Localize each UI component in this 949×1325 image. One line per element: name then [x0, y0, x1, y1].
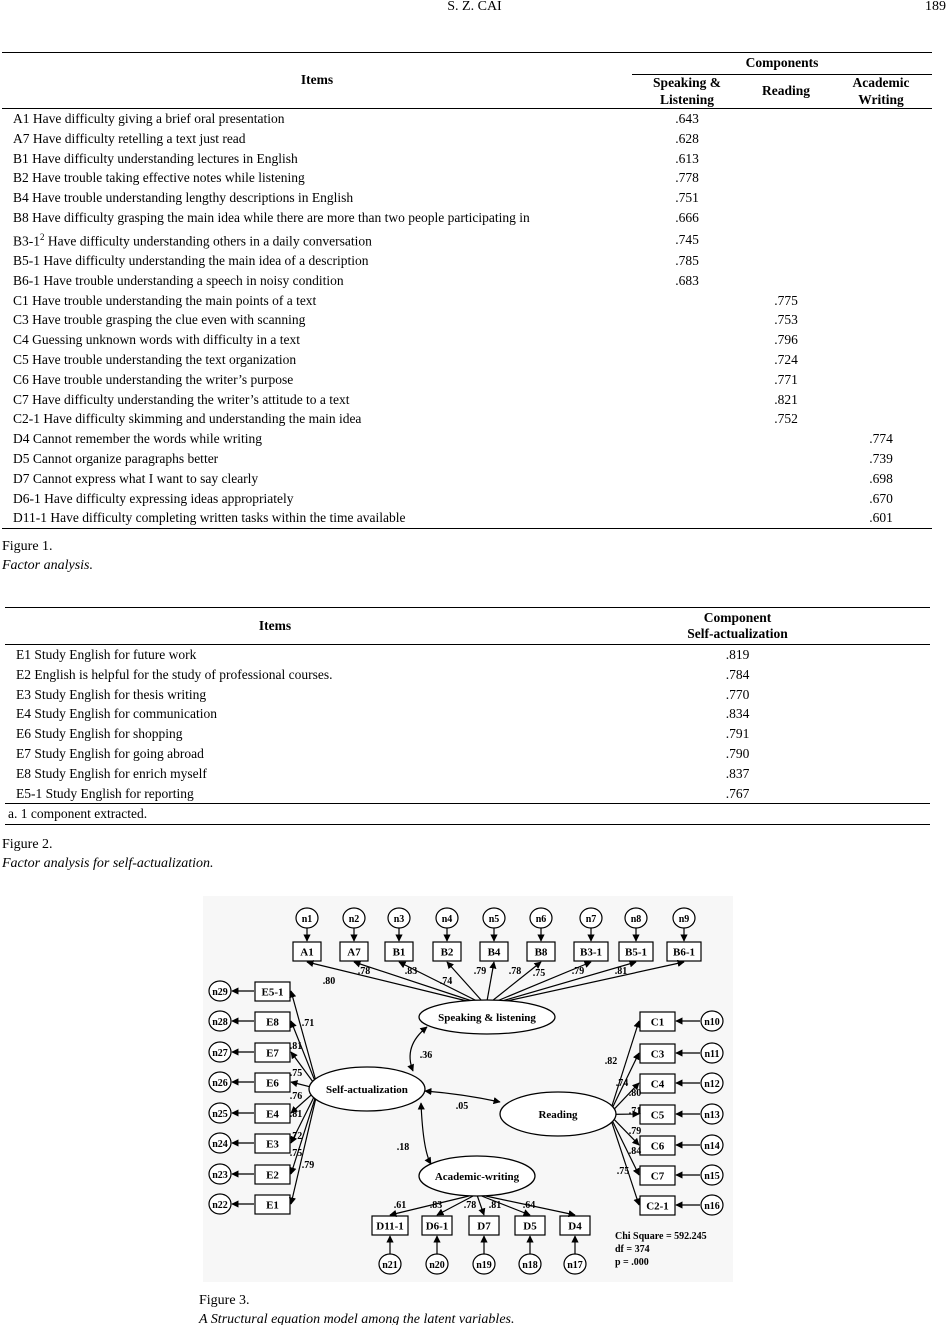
loading-r — [742, 429, 830, 449]
loading-aw: .670 — [869, 490, 893, 506]
table-row — [5, 724, 930, 744]
indicator-left-3-label: E6 — [266, 1077, 279, 1090]
indicator-left-4-label: E4 — [266, 1108, 279, 1121]
loading-aw: .774 — [869, 431, 893, 447]
loading-left-label: .81 — [289, 1041, 303, 1052]
loading-r: .752 — [774, 411, 798, 427]
loading-sl — [632, 469, 742, 489]
loading-left-label: .72 — [289, 1131, 303, 1142]
loading-value: .819 — [725, 647, 750, 662]
component-header-line1: Component — [703, 609, 772, 625]
fit-p: p = .000 — [615, 1257, 649, 1268]
col-academic-writing — [830, 75, 932, 109]
figure1-title: Factor analysis. — [2, 558, 93, 573]
loading-aw: .601 — [869, 510, 893, 526]
loading-aw — [830, 390, 932, 410]
loading-sl: .643 — [675, 111, 699, 126]
loading-r — [742, 109, 830, 129]
loading-value: .767 — [725, 785, 750, 801]
item-text: D5 Cannot organize paragraphs better — [13, 451, 219, 467]
loading-aw — [830, 228, 932, 251]
table-row — [2, 409, 932, 429]
loading-path-top — [487, 962, 494, 1001]
item-text: E6 Study English for shopping — [16, 726, 183, 742]
item-text: E2 English is helpful for the study of professional courses. — [16, 666, 333, 682]
loading-top-label: .81 — [614, 966, 628, 977]
loading-aw — [830, 409, 932, 429]
fit-chi-square: Chi Square = 592.245 — [615, 1231, 707, 1242]
table-row — [2, 291, 932, 311]
item-text: D7 Cannot express what I want to say clearly — [13, 470, 259, 486]
loading-top-label: .74 — [439, 976, 453, 987]
loading-bottom-label: .81 — [488, 1200, 502, 1211]
indicator-bottom-3-label: D5 — [523, 1220, 537, 1233]
indicator-left-6-label: E2 — [266, 1169, 279, 1182]
col-sl-line2: Listening — [659, 91, 714, 107]
loading-r — [742, 188, 830, 208]
loading-top-label: .79 — [473, 966, 487, 977]
correlation-sa-aw — [421, 1103, 431, 1164]
loading-sl — [632, 291, 742, 311]
loading-aw — [830, 129, 932, 149]
col-reading: Reading — [761, 83, 810, 99]
table-row — [2, 310, 932, 330]
item-text: B5-1 Have difficulty understanding the main idea of a description — [13, 253, 369, 269]
item-text: E3 Study English for thesis writing — [16, 686, 207, 702]
loading-aw — [830, 251, 932, 271]
error-2-label: n2 — [348, 914, 360, 925]
loading-top-label: .75 — [532, 968, 546, 979]
item-text: E5-1 Study English for reporting — [16, 785, 194, 801]
table-row — [2, 350, 932, 370]
table-row — [2, 251, 932, 271]
loading-r: .775 — [774, 292, 798, 308]
loading-r — [742, 508, 830, 528]
loading-r — [742, 228, 830, 251]
table-row — [5, 704, 930, 724]
loading-sl: .745 — [675, 231, 699, 247]
loading-aw — [830, 350, 932, 370]
table-row — [2, 429, 932, 449]
indicator-left-0-label: E5-1 — [261, 986, 284, 999]
table-row — [2, 228, 932, 251]
loading-aw — [830, 168, 932, 188]
indicator-left-2-label: E7 — [266, 1047, 279, 1060]
table2-body — [5, 645, 930, 804]
error-left-2-label: n27 — [212, 1048, 228, 1059]
table-row — [5, 784, 930, 804]
table-row — [2, 271, 932, 291]
indicator-left-5-label: E3 — [266, 1138, 279, 1151]
error-left-3-label: n26 — [212, 1078, 228, 1089]
error-right-6-label: n16 — [704, 1201, 720, 1212]
loading-path-bottom — [477, 1195, 484, 1215]
loading-sl: .778 — [675, 170, 699, 186]
error-right-2-label: n12 — [704, 1079, 720, 1090]
loading-sl — [632, 409, 742, 429]
loading-value: .791 — [725, 726, 750, 742]
table-row — [2, 449, 932, 469]
self-actualization-table — [5, 607, 930, 825]
loading-sl: .683 — [675, 272, 699, 288]
error-9-label: n9 — [678, 914, 690, 925]
item-text: E8 Study English for enrich myself — [16, 765, 207, 781]
indicator-bottom-4-label: D4 — [568, 1220, 582, 1233]
item-text: C2-1 Have difficulty skimming and understanding the main idea — [13, 411, 362, 427]
loading-r — [742, 251, 830, 271]
latent-academic-writing-label: Academic-writing — [434, 1171, 520, 1183]
page-header — [0, 0, 949, 16]
item-footnote-mark: 2 — [40, 231, 45, 242]
item-text: E1 Study English for future work — [16, 647, 197, 662]
fit-df: df = 374 — [615, 1244, 650, 1255]
table1-body — [2, 109, 932, 529]
indicator-bottom-0-label: D11-1 — [376, 1220, 404, 1233]
table-row — [5, 685, 930, 705]
loading-bottom-label: .64 — [522, 1200, 536, 1211]
loading-right-label: .82 — [604, 1056, 618, 1067]
error-7-label: n7 — [585, 914, 597, 925]
figure3-caption — [199, 1291, 515, 1325]
figure1-label: Figure 1. — [2, 539, 53, 554]
error-5-label: n5 — [488, 914, 500, 925]
loading-sl — [632, 390, 742, 410]
loading-left-label: .76 — [289, 1091, 303, 1102]
loading-aw — [830, 330, 932, 350]
loading-top-label: .78 — [508, 966, 522, 977]
factor-analysis-table — [2, 52, 932, 529]
figure1-caption — [2, 537, 93, 575]
item-text: D11-1 Have difficulty completing written tasks within the time available — [13, 510, 406, 526]
correlation-sa-rd-label: .05 — [455, 1101, 469, 1112]
loading-aw — [830, 188, 932, 208]
error-right-1-label: n11 — [704, 1049, 720, 1060]
items-header: Items — [300, 72, 334, 88]
component-header-line2: Self-actualization — [687, 626, 788, 641]
loading-bottom-label: .83 — [429, 1200, 443, 1211]
item-text: B1 Have difficulty understanding lectures in English — [13, 150, 298, 166]
error-4-label: n4 — [441, 914, 453, 925]
latent-speaking-listening-label: Speaking & listening — [438, 1012, 536, 1024]
loading-top-label: .79 — [571, 966, 585, 977]
error-left-6-label: n23 — [212, 1170, 228, 1181]
loading-top-label: .78 — [357, 966, 371, 977]
loading-sl: .666 — [675, 209, 699, 225]
indicator-bottom-2-label: D7 — [477, 1220, 491, 1233]
item-desc: Have difficulty understanding others in a daily conversation — [47, 233, 372, 249]
indicator-top-8-label: B6-1 — [673, 946, 695, 959]
indicator-right-1-label: C3 — [650, 1048, 665, 1061]
table-row — [2, 129, 932, 149]
table-row — [2, 469, 932, 489]
col-aw-line1: Academic — [852, 75, 910, 90]
loading-aw — [830, 149, 932, 169]
item-text: C4 Guessing unknown words with difficulty in a text — [13, 332, 300, 348]
loading-sl — [632, 370, 742, 390]
error-bottom-4-label: n17 — [567, 1260, 583, 1271]
figure3-title: A Structural equation model among the latent variables. — [199, 1312, 515, 1325]
item-text: E4 Study English for communication — [16, 706, 217, 722]
loading-sl — [632, 310, 742, 330]
table-row — [2, 188, 932, 208]
loading-left-label: .75 — [289, 1068, 303, 1079]
error-right-3-label: n13 — [704, 1110, 720, 1121]
loading-left-label: .79 — [301, 1160, 315, 1171]
table-row — [2, 508, 932, 528]
table-row — [5, 764, 930, 784]
loading-value: .784 — [725, 666, 750, 682]
loading-r — [742, 489, 830, 509]
loading-sl — [632, 489, 742, 509]
loading-value: .770 — [725, 686, 750, 702]
loading-right-label: .75 — [616, 1166, 630, 1177]
figure2-label: Figure 2. — [2, 837, 53, 852]
table-row — [2, 370, 932, 390]
indicator-top-7-label: B5-1 — [625, 946, 647, 959]
loading-aw — [830, 370, 932, 390]
error-bottom-3-label: n18 — [522, 1260, 538, 1271]
indicator-top-6-label: B3-1 — [580, 946, 602, 959]
table-row — [2, 149, 932, 169]
loading-r — [742, 208, 830, 228]
loading-r — [742, 449, 830, 469]
loading-r — [742, 271, 830, 291]
loading-sl: .613 — [675, 150, 699, 166]
latent-self-actualization-label: Self-actualization — [326, 1084, 408, 1096]
figure2-caption — [2, 835, 214, 873]
error-right-5-label: n15 — [704, 1171, 720, 1182]
indicator-top-2-label: B1 — [392, 946, 406, 959]
loading-r — [742, 469, 830, 489]
loading-top-label: .80 — [322, 976, 336, 987]
error-bottom-2-label: n19 — [476, 1260, 492, 1271]
loading-sl — [632, 508, 742, 528]
item-text: B4 Have trouble understanding lengthy descriptions in English — [13, 190, 354, 206]
loading-bottom-label: .61 — [393, 1200, 407, 1211]
loading-r: .821 — [774, 391, 798, 407]
indicator-bottom-1-label: D6-1 — [425, 1220, 449, 1233]
item-text: D4 Cannot remember the words while writing — [13, 431, 262, 447]
col-speaking-listening — [632, 75, 742, 109]
item-text: A7 Have difficulty retelling a text just read — [13, 130, 246, 146]
error-3-label: n3 — [393, 914, 405, 925]
error-bottom-1-label: n20 — [429, 1260, 445, 1271]
correlation-sa-aw-label: .18 — [396, 1142, 410, 1153]
error-1-label: n1 — [301, 914, 313, 925]
loading-sl: .785 — [675, 253, 699, 269]
item-code: B3-1 — [13, 233, 40, 249]
indicator-right-5-label: C7 — [650, 1170, 665, 1183]
loading-left-label: .81 — [289, 1109, 303, 1120]
loading-sl — [632, 429, 742, 449]
error-left-1-label: n28 — [212, 1017, 228, 1028]
item-text: A1 Have difficulty giving a brief oral presentation — [13, 111, 285, 126]
item-text: E7 Study English for going abroad — [16, 745, 204, 761]
table-row — [2, 208, 932, 228]
item-text: B2 Have trouble taking effective notes while listening — [13, 170, 305, 186]
indicator-right-2-label: C4 — [650, 1078, 665, 1091]
item-text: C6 Have trouble understanding the writer’s purpose — [13, 371, 294, 387]
loading-r: .724 — [774, 352, 798, 368]
col-sl-line1: Speaking & — [653, 75, 721, 90]
item-text: B6-1 Have trouble understanding a speech in noisy condition — [13, 272, 344, 288]
table-row — [2, 168, 932, 188]
loading-aw: .698 — [869, 470, 893, 486]
indicator-right-3-label: C5 — [650, 1109, 665, 1122]
correlation-sa-sl-label: .36 — [419, 1050, 433, 1061]
error-left-0-label: n29 — [212, 987, 228, 998]
col-aw-line2: Writing — [858, 91, 904, 107]
loading-right-label: .71 — [628, 1106, 642, 1117]
loading-left-label: .71 — [301, 1018, 315, 1029]
table-row — [2, 390, 932, 410]
error-right-0-label: n10 — [704, 1017, 720, 1028]
indicator-left-7-label: E1 — [266, 1199, 279, 1212]
error-left-7-label: n22 — [212, 1200, 228, 1211]
indicator-top-1-label: A7 — [347, 946, 361, 959]
items-header-2: Items — [258, 617, 292, 633]
loading-aw — [830, 291, 932, 311]
loading-value: .834 — [725, 706, 750, 722]
item-text: D6-1 Have difficulty expressing ideas appropriately — [13, 490, 294, 506]
loading-aw — [830, 271, 932, 291]
loading-sl: .628 — [675, 130, 699, 146]
loading-r — [742, 168, 830, 188]
figure2-title: Factor analysis for self-actualization. — [2, 856, 214, 871]
item-text: B8 Have difficulty grasping the main idea while there are more than two people participating in — [13, 209, 530, 225]
loading-r — [742, 149, 830, 169]
loading-aw — [830, 109, 932, 129]
loading-aw — [830, 208, 932, 228]
running-head: S. Z. CAI — [447, 0, 502, 14]
error-8-label: n8 — [630, 914, 642, 925]
error-left-4-label: n25 — [212, 1109, 228, 1120]
table-row — [2, 489, 932, 509]
indicator-top-5-label: B8 — [534, 946, 548, 959]
loading-aw — [830, 310, 932, 330]
component-header — [545, 608, 930, 645]
error-6-label: n6 — [535, 914, 547, 925]
indicator-right-0-label: C1 — [650, 1016, 665, 1029]
item-text: C3 Have trouble grasping the clue even with scanning — [13, 312, 306, 328]
loading-r: .796 — [774, 332, 798, 348]
item-text — [2, 228, 632, 251]
components-header: Components — [632, 53, 932, 75]
error-left-5-label: n24 — [212, 1139, 228, 1150]
loading-aw: .739 — [869, 451, 893, 467]
indicator-left-1-label: E8 — [266, 1016, 279, 1029]
loading-right-label: .79 — [628, 1126, 642, 1137]
loading-sl: .751 — [675, 190, 699, 206]
loading-bottom-label: .78 — [463, 1200, 477, 1211]
loading-right-label: .84 — [628, 1146, 642, 1157]
indicator-top-4-label: B4 — [487, 946, 501, 959]
loading-top-label: .83 — [404, 966, 418, 977]
loading-left-label: .75 — [289, 1148, 303, 1159]
sem-diagram — [203, 896, 733, 1282]
indicator-top-3-label: B2 — [440, 946, 454, 959]
loading-right-label: .80 — [628, 1088, 642, 1099]
table-row — [5, 744, 930, 764]
indicator-right-4-label: C6 — [650, 1140, 665, 1153]
loading-r: .753 — [774, 312, 798, 328]
loading-sl — [632, 330, 742, 350]
table-row — [2, 109, 932, 129]
item-text: C1 Have trouble understanding the main points of a text — [13, 292, 317, 308]
loading-value: .790 — [725, 745, 750, 761]
loading-right-label: .74 — [615, 1078, 629, 1089]
table-row — [5, 645, 930, 665]
loading-r: .771 — [774, 371, 798, 387]
loading-value: .837 — [725, 765, 750, 781]
loading-sl — [632, 449, 742, 469]
item-text: C7 Have difficulty understanding the writer’s attitude to a text — [13, 391, 350, 407]
table-row — [5, 665, 930, 685]
error-right-4-label: n14 — [704, 1141, 720, 1152]
page-number: 189 — [925, 0, 946, 14]
error-bottom-0-label: n21 — [382, 1260, 398, 1271]
loading-r — [742, 129, 830, 149]
table2-footnote: a. 1 component extracted. — [8, 806, 148, 822]
item-text: C5 Have trouble understanding the text organization — [13, 352, 297, 368]
indicator-right-6-label: C2-1 — [646, 1200, 669, 1213]
table-row — [2, 330, 932, 350]
figure3-label: Figure 3. — [199, 1293, 250, 1308]
latent-reading-label: Reading — [538, 1109, 578, 1121]
indicator-top-0-label: A1 — [300, 946, 314, 959]
sem-figure — [203, 896, 733, 1282]
loading-sl — [632, 350, 742, 370]
correlation-sa-sl — [410, 1027, 427, 1071]
